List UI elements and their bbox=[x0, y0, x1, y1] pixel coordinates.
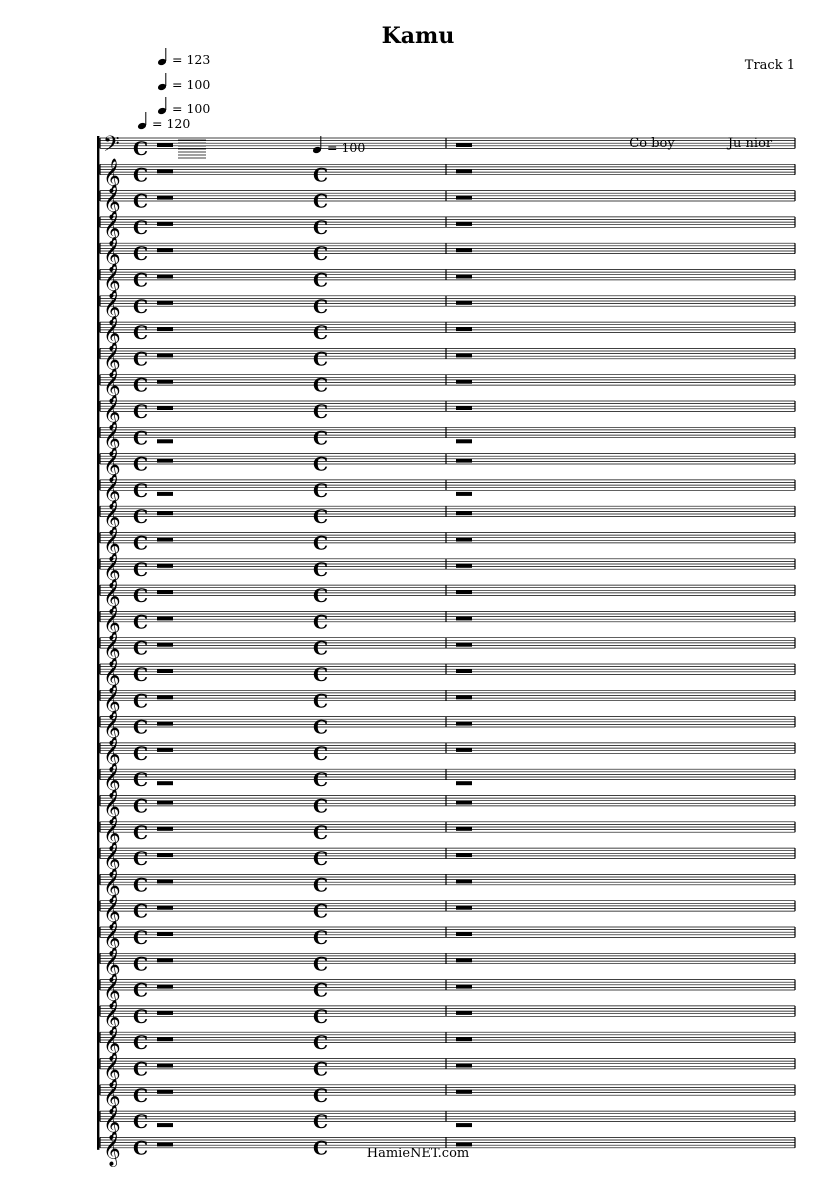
time-signature: C bbox=[313, 821, 329, 844]
time-signature: C bbox=[133, 1137, 149, 1160]
staff bbox=[100, 1000, 795, 1036]
whole-rest-icon bbox=[456, 669, 472, 673]
whole-rest-icon bbox=[456, 695, 472, 699]
whole-rest-icon bbox=[456, 301, 472, 305]
treble-clef-icon: 𝄞 bbox=[103, 473, 121, 509]
lyric-2: Ju nior bbox=[727, 136, 773, 151]
staff bbox=[100, 237, 795, 273]
time-signature: C bbox=[313, 874, 329, 897]
inner-tempo-label: = 100 bbox=[327, 140, 366, 155]
time-signature: C bbox=[133, 821, 149, 844]
treble-clef-icon: 𝄞 bbox=[103, 526, 121, 562]
staff bbox=[100, 369, 795, 405]
time-signature: C bbox=[313, 637, 329, 660]
time-signature: C bbox=[133, 716, 149, 739]
whole-rest-icon bbox=[157, 196, 173, 200]
treble-clef-icon: 𝄞 bbox=[103, 1078, 121, 1114]
time-signature: C bbox=[313, 532, 329, 555]
whole-rest-icon bbox=[157, 695, 173, 699]
time-signature: C bbox=[133, 401, 149, 423]
tempo-mark-3-label: = 100 bbox=[172, 101, 211, 116]
whole-rest-icon bbox=[456, 1123, 472, 1127]
staff bbox=[100, 158, 795, 194]
time-signature: C bbox=[133, 927, 149, 949]
time-signature: C bbox=[313, 1058, 329, 1081]
time-signature: C bbox=[133, 1084, 149, 1107]
staff bbox=[100, 421, 795, 457]
time-signature: C bbox=[133, 453, 149, 476]
time-signature: C bbox=[313, 585, 329, 608]
whole-rest-icon bbox=[157, 722, 173, 726]
time-signature: C bbox=[133, 585, 149, 608]
whole-rest-icon bbox=[157, 616, 173, 620]
time-signature: C bbox=[133, 795, 149, 818]
footer-credit: HamieNET.com bbox=[366, 1146, 470, 1161]
treble-clef-icon: 𝄞 bbox=[103, 237, 121, 273]
time-signature: C bbox=[133, 348, 149, 371]
staff bbox=[100, 763, 795, 799]
whole-rest-icon bbox=[456, 143, 472, 147]
system-bracket bbox=[97, 136, 99, 1150]
whole-rest-icon bbox=[456, 1011, 472, 1015]
track-label: Track 1 bbox=[744, 58, 795, 73]
treble-clef-icon: 𝄞 bbox=[103, 395, 121, 430]
time-signature: C bbox=[133, 1005, 149, 1028]
whole-rest-icon bbox=[456, 590, 472, 594]
time-signature: C bbox=[133, 953, 149, 976]
time-signature: C bbox=[313, 295, 329, 318]
time-signature: C bbox=[133, 1032, 149, 1055]
whole-rest-icon bbox=[456, 853, 472, 857]
whole-rest-icon bbox=[157, 564, 173, 568]
staff bbox=[100, 974, 795, 1010]
staff bbox=[100, 711, 795, 747]
treble-clef-icon: 𝄞 bbox=[103, 815, 121, 851]
treble-clef-icon: 𝄞 bbox=[103, 684, 121, 720]
staff bbox=[100, 527, 795, 563]
treble-clef-icon: 𝄞 bbox=[103, 421, 121, 457]
treble-clef-icon: 𝄞 bbox=[103, 316, 121, 352]
time-signature: C bbox=[133, 664, 149, 686]
whole-rest-icon bbox=[157, 590, 173, 594]
whole-rest-icon bbox=[456, 801, 472, 805]
time-signature: C bbox=[313, 927, 329, 949]
tempo-mark-4-label: = 120 bbox=[152, 116, 191, 131]
staff bbox=[100, 1079, 795, 1115]
time-signature: C bbox=[133, 190, 149, 213]
score-title: Kamu bbox=[381, 23, 455, 49]
staff-system bbox=[97, 132, 795, 1167]
whole-rest-icon bbox=[456, 275, 472, 279]
treble-clef-icon: 𝄞 bbox=[103, 763, 121, 799]
time-signature: C bbox=[133, 900, 149, 923]
whole-rest-icon bbox=[157, 538, 173, 542]
treble-clef-icon: 𝄞 bbox=[103, 789, 121, 825]
whole-rest-icon bbox=[157, 169, 173, 173]
staff bbox=[100, 605, 795, 641]
tempo-mark-1-label: = 123 bbox=[172, 52, 211, 67]
time-signature: C bbox=[313, 401, 329, 423]
whole-rest-icon bbox=[157, 1011, 173, 1015]
time-signature: C bbox=[133, 979, 149, 1002]
staff bbox=[100, 1053, 795, 1089]
whole-rest-icon bbox=[157, 1037, 173, 1041]
time-signature: C bbox=[313, 848, 329, 871]
time-signature: C bbox=[313, 1137, 329, 1160]
whole-rest-icon bbox=[157, 932, 173, 936]
staff bbox=[100, 895, 795, 931]
whole-rest-icon bbox=[456, 722, 472, 726]
whole-rest-icon bbox=[456, 353, 472, 357]
time-signature: C bbox=[313, 953, 329, 976]
time-signature: C bbox=[313, 979, 329, 1002]
lyric-1: Co boy bbox=[629, 136, 675, 151]
whole-rest-icon bbox=[157, 511, 173, 515]
time-signature: C bbox=[133, 690, 149, 713]
time-signature: C bbox=[133, 322, 149, 345]
time-signature: C bbox=[133, 427, 149, 450]
whole-rest-icon bbox=[157, 439, 173, 443]
time-signature: C bbox=[313, 164, 329, 187]
tempo-mark-1 bbox=[157, 48, 210, 67]
time-signature: C bbox=[313, 427, 329, 450]
time-signature: C bbox=[313, 190, 329, 213]
time-signature: C bbox=[313, 1032, 329, 1055]
time-signature: C bbox=[133, 558, 149, 581]
staff bbox=[100, 658, 795, 694]
time-signature: C bbox=[133, 769, 149, 792]
time-signature: C bbox=[313, 374, 329, 397]
treble-clef-icon: 𝄞 bbox=[103, 1052, 121, 1088]
treble-clef-icon: 𝄞 bbox=[103, 868, 121, 904]
treble-clef-icon: 𝄞 bbox=[103, 921, 121, 956]
treble-clef-icon: 𝄞 bbox=[103, 1131, 121, 1167]
treble-clef-icon: 𝄞 bbox=[103, 710, 121, 746]
whole-rest-icon bbox=[456, 985, 472, 989]
whole-rest-icon bbox=[157, 380, 173, 384]
whole-rest-icon bbox=[157, 327, 173, 331]
treble-clef-icon: 𝄞 bbox=[103, 158, 121, 194]
time-signature: C bbox=[313, 611, 329, 634]
whole-rest-icon bbox=[456, 511, 472, 515]
treble-clef-icon: 𝄞 bbox=[103, 552, 121, 588]
time-signature: C bbox=[133, 269, 149, 292]
treble-clef-icon: 𝄞 bbox=[103, 263, 121, 299]
whole-rest-icon bbox=[157, 248, 173, 252]
whole-rest-icon bbox=[456, 196, 472, 200]
time-signature: C bbox=[313, 690, 329, 713]
staff bbox=[100, 316, 795, 352]
whole-rest-icon bbox=[456, 827, 472, 831]
treble-clef-icon: 𝄞 bbox=[103, 631, 121, 667]
staff bbox=[100, 1026, 795, 1062]
whole-rest-icon bbox=[157, 827, 173, 831]
whole-rest-icon bbox=[456, 380, 472, 384]
time-signature: C bbox=[133, 874, 149, 897]
time-signature: C bbox=[133, 479, 149, 502]
whole-rest-icon bbox=[157, 781, 173, 785]
whole-rest-icon bbox=[157, 958, 173, 962]
time-signature: C bbox=[313, 348, 329, 371]
whole-rest-icon bbox=[456, 879, 472, 883]
time-signature: C bbox=[133, 1111, 149, 1134]
staff bbox=[100, 474, 795, 510]
time-signature: C bbox=[313, 742, 329, 765]
tempo-markings bbox=[137, 48, 365, 155]
whole-rest-icon bbox=[157, 669, 173, 673]
time-signature: C bbox=[313, 1084, 329, 1107]
time-signature: C bbox=[133, 216, 149, 239]
treble-clef-icon: 𝄞 bbox=[103, 579, 121, 615]
time-signature: C bbox=[313, 1005, 329, 1028]
treble-clef-icon: 𝄞 bbox=[103, 973, 121, 1009]
time-signature: C bbox=[313, 453, 329, 476]
treble-clef-icon: 𝄞 bbox=[103, 999, 121, 1035]
whole-rest-icon bbox=[456, 781, 472, 785]
staff bbox=[100, 290, 795, 326]
treble-clef-icon: 𝄞 bbox=[103, 605, 121, 641]
whole-rest-icon bbox=[456, 748, 472, 752]
whole-rest-icon bbox=[456, 459, 472, 463]
staff bbox=[100, 448, 795, 484]
whole-rest-icon bbox=[456, 932, 472, 936]
time-signature: C bbox=[313, 900, 329, 923]
time-signature: C bbox=[133, 506, 149, 529]
treble-clef-icon: 𝄞 bbox=[103, 500, 121, 536]
whole-rest-icon bbox=[456, 1064, 472, 1068]
whole-rest-icon bbox=[157, 801, 173, 805]
time-signature: C bbox=[313, 479, 329, 502]
whole-rest-icon bbox=[157, 853, 173, 857]
staff bbox=[100, 395, 795, 431]
whole-rest-icon bbox=[456, 439, 472, 443]
time-signature: C bbox=[133, 742, 149, 765]
tempo-mark-2-label: = 100 bbox=[172, 77, 211, 92]
whole-rest-icon bbox=[456, 406, 472, 410]
whole-rest-icon bbox=[456, 538, 472, 542]
time-signature: C bbox=[313, 322, 329, 345]
staff bbox=[100, 264, 795, 300]
staff bbox=[100, 500, 795, 536]
time-signature: C bbox=[313, 243, 329, 266]
staff bbox=[100, 868, 795, 904]
time-signature: C bbox=[133, 532, 149, 555]
whole-rest-icon bbox=[157, 906, 173, 910]
whole-rest-icon bbox=[456, 616, 472, 620]
time-signature: C bbox=[133, 295, 149, 318]
whole-rest-icon bbox=[157, 748, 173, 752]
time-signature: C bbox=[313, 558, 329, 581]
time-signature: C bbox=[133, 611, 149, 634]
whole-rest-icon bbox=[157, 459, 173, 463]
whole-rest-icon bbox=[157, 406, 173, 410]
time-signature: C bbox=[313, 216, 329, 239]
treble-clef-icon: 𝄞 bbox=[103, 1105, 121, 1141]
whole-rest-icon bbox=[157, 353, 173, 357]
staff bbox=[100, 790, 795, 826]
treble-clef-icon: 𝄞 bbox=[103, 184, 121, 220]
ledger-lines bbox=[178, 140, 206, 158]
whole-rest-icon bbox=[456, 1090, 472, 1094]
treble-clef-icon: 𝄞 bbox=[103, 894, 121, 930]
time-signature: C bbox=[133, 1058, 149, 1081]
whole-rest-icon bbox=[157, 643, 173, 647]
whole-rest-icon bbox=[157, 275, 173, 279]
time-signature: C bbox=[313, 769, 329, 792]
treble-clef-icon: 𝄞 bbox=[103, 368, 121, 404]
treble-clef-icon: 𝄞 bbox=[103, 210, 121, 246]
whole-rest-icon bbox=[157, 1090, 173, 1094]
time-signature: C bbox=[133, 164, 149, 187]
whole-rest-icon bbox=[157, 985, 173, 989]
time-signature: C bbox=[133, 848, 149, 871]
whole-rest-icon bbox=[456, 492, 472, 496]
whole-rest-icon bbox=[157, 301, 173, 305]
staff bbox=[100, 553, 795, 589]
whole-rest-icon bbox=[456, 327, 472, 331]
treble-clef-icon: 𝄞 bbox=[103, 947, 121, 983]
whole-rest-icon bbox=[456, 906, 472, 910]
staff bbox=[100, 816, 795, 852]
staff bbox=[100, 342, 795, 378]
time-signature: C bbox=[313, 716, 329, 739]
time-signature: C bbox=[313, 664, 329, 686]
treble-clef-icon: 𝄞 bbox=[103, 736, 121, 772]
whole-rest-icon bbox=[157, 1142, 173, 1146]
whole-rest-icon bbox=[456, 248, 472, 252]
whole-rest-icon bbox=[157, 1123, 173, 1127]
treble-clef-icon: 𝄞 bbox=[103, 842, 121, 878]
whole-rest-icon bbox=[456, 958, 472, 962]
time-signature: C bbox=[133, 243, 149, 266]
whole-rest-icon bbox=[456, 564, 472, 568]
staff bbox=[100, 579, 795, 615]
staff bbox=[100, 684, 795, 720]
treble-clef-icon: 𝄞 bbox=[103, 289, 121, 325]
whole-rest-icon bbox=[157, 222, 173, 226]
whole-rest-icon bbox=[157, 879, 173, 883]
time-signature: C bbox=[133, 138, 149, 160]
whole-rest-icon bbox=[456, 1037, 472, 1041]
staff bbox=[100, 132, 795, 162]
staff bbox=[100, 632, 795, 668]
time-signature: C bbox=[133, 374, 149, 397]
time-signature: C bbox=[313, 506, 329, 529]
treble-clef-icon: 𝄞 bbox=[103, 342, 121, 378]
time-signature: C bbox=[133, 637, 149, 660]
staff bbox=[100, 947, 795, 983]
staff bbox=[100, 185, 795, 221]
time-signature: C bbox=[313, 795, 329, 818]
staff bbox=[100, 1105, 795, 1141]
whole-rest-icon bbox=[456, 643, 472, 647]
time-signature: C bbox=[313, 269, 329, 292]
time-signature: C bbox=[313, 1111, 329, 1134]
whole-rest-icon bbox=[157, 492, 173, 496]
whole-rest-icon bbox=[157, 143, 173, 147]
staff bbox=[100, 737, 795, 773]
staff bbox=[100, 842, 795, 878]
tempo-mark-2 bbox=[157, 73, 210, 92]
tempo-mark-3 bbox=[157, 97, 210, 116]
bass-clef-icon: 𝄢 bbox=[103, 132, 120, 162]
whole-rest-icon bbox=[456, 169, 472, 173]
whole-rest-icon bbox=[456, 222, 472, 226]
whole-rest-icon bbox=[157, 1064, 173, 1068]
treble-clef-icon: 𝄞 bbox=[103, 1026, 121, 1062]
treble-clef-icon: 𝄞 bbox=[103, 658, 121, 693]
staff bbox=[100, 211, 795, 247]
staff bbox=[100, 921, 795, 957]
treble-clef-icon: 𝄞 bbox=[103, 447, 121, 483]
